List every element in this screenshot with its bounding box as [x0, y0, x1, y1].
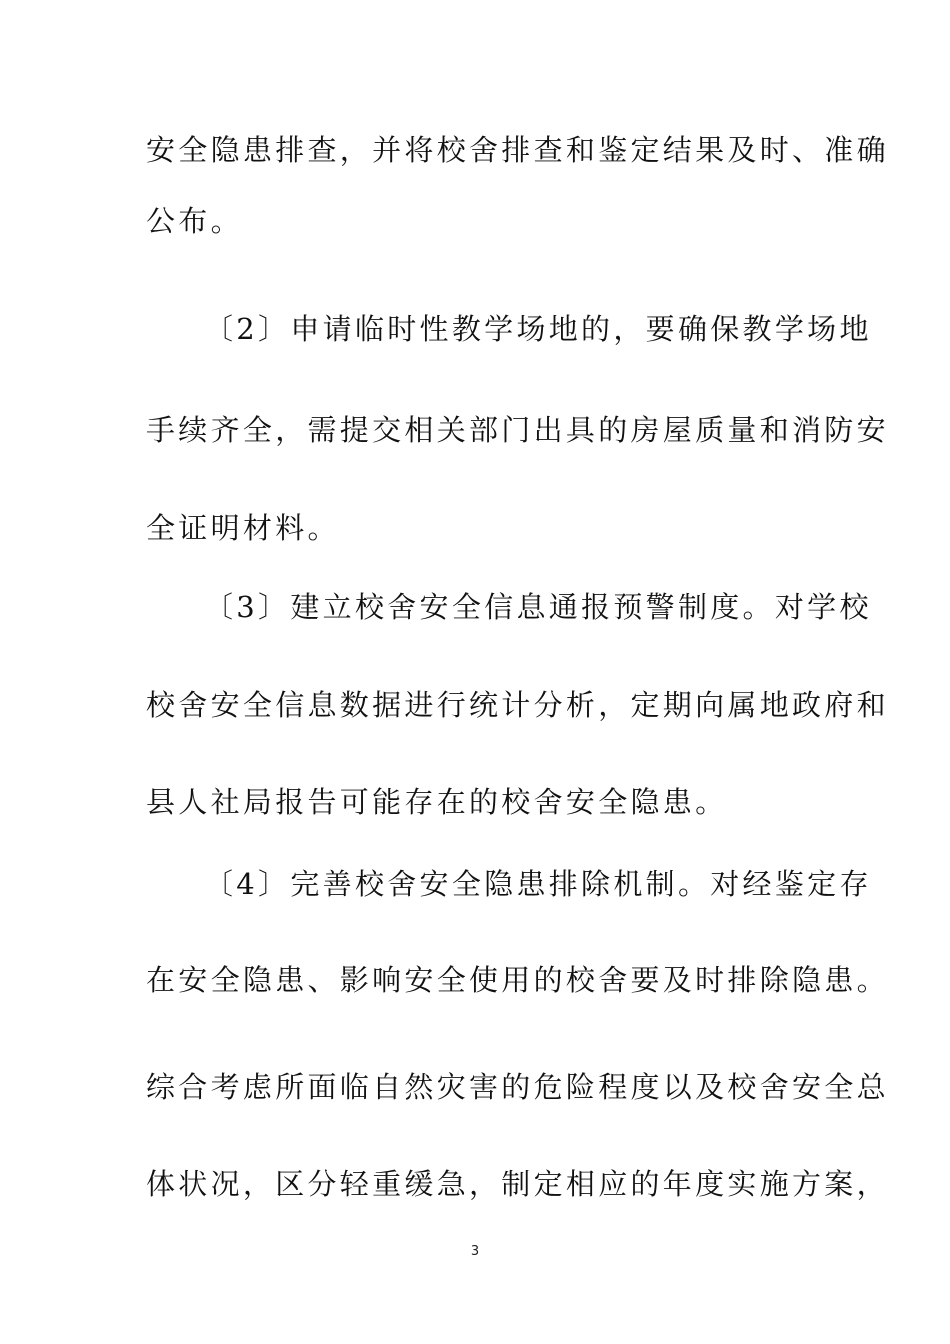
paragraph-4-line-3: 综合考虑所面临自然灾害的危险程度以及校舍安全总 — [146, 1070, 889, 1104]
page-number: 3 — [470, 1244, 480, 1259]
paragraph-3-line-2: 校舍安全信息数据进行统计分析，定期向属地政府和 — [146, 688, 889, 722]
paragraph-3-line-1: 〔3〕建立校舍安全信息通报预警制度。对学校 — [204, 590, 872, 624]
body-line-2: 公布。 — [146, 204, 243, 238]
paragraph-2-line-1: 〔2〕申请临时性教学场地的，要确保教学场地 — [204, 312, 872, 346]
paragraph-2-line-2: 手续齐全，需提交相关部门出具的房屋质量和消防安 — [146, 413, 889, 447]
paragraph-4-line-4: 体状况，区分轻重缓急，制定相应的年度实施方案， — [146, 1167, 889, 1201]
paragraph-3-line-3: 县人社局报告可能存在的校舍安全隐患。 — [146, 785, 728, 819]
paragraph-2-line-3: 全证明材料。 — [146, 511, 340, 545]
paragraph-4-line-2: 在安全隐患、影响安全使用的校舍要及时排除隐患。 — [146, 963, 889, 997]
body-line-1: 安全隐患排查，并将校舍排查和鉴定结果及时、准确 — [146, 133, 889, 167]
paragraph-4-line-1: 〔4〕完善校舍安全隐患排除机制。对经鉴定存 — [204, 867, 872, 901]
